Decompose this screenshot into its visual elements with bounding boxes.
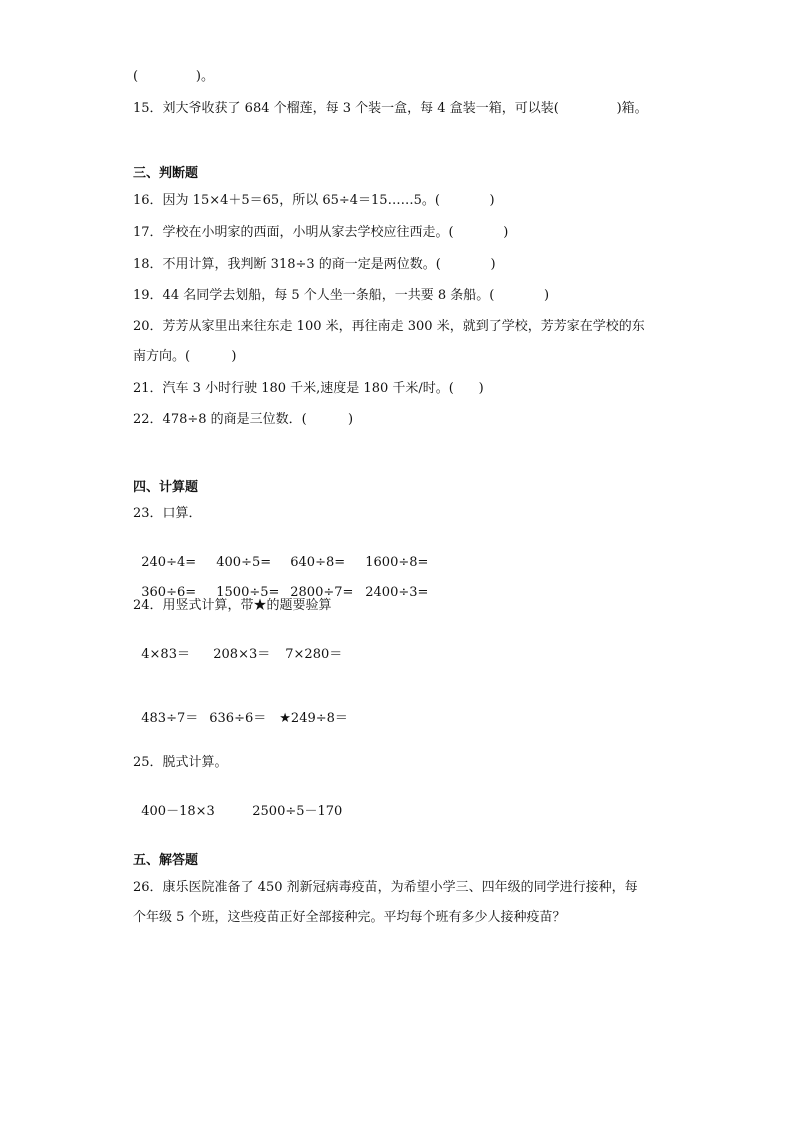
question-26-line2: 个年级 5 个班，这些疫苗正好全部接种完。平均每个班有多少人接种疫苗？ <box>133 910 566 925</box>
q24-item: 208×3＝ <box>213 647 271 662</box>
q23-item: 2800÷7= <box>290 585 354 600</box>
question-18: 18．不用计算，我判断 318÷3 的商一定是两位数。( ) <box>133 257 496 272</box>
q23-item: 2400÷3= <box>365 585 429 600</box>
question-24-label: 24．用竖式计算，带★的题要验算 <box>133 598 332 613</box>
question-19: 19．44 名同学去划船，每 5 个人坐一条船，一共要 8 条船。( ) <box>133 288 550 303</box>
q23-item: 400÷5= <box>216 555 272 570</box>
q24-item: 636÷6＝ <box>209 711 267 726</box>
q24-item: 483÷7＝ <box>141 711 199 726</box>
q24-row-1 <box>133 628 342 664</box>
q23-item: 640÷8= <box>290 555 346 570</box>
q23-item: 1500÷5= <box>216 585 280 600</box>
question-20-line2: 南方向。( ) <box>133 349 237 364</box>
q23-item: 1600÷8= <box>365 555 429 570</box>
question-16: 16．因为 15×4＋5＝65，所以 65÷4＝15……5。( ) <box>133 193 495 208</box>
q25-row <box>133 785 342 821</box>
question-17: 17．学校在小明家的西面，小明从家去学校应往西走。( ) <box>133 225 509 240</box>
section-4-title: 四、计算题 <box>133 480 199 495</box>
q23-item: 240÷4= <box>141 555 197 570</box>
question-20-line1: 20．芳芳从家里出来往东走 100 米，再往南走 300 米，就到了学校，芳芳家在学校的东 <box>133 319 645 334</box>
question-25-label: 25．脱式计算。 <box>133 755 228 770</box>
q25-item: 2500÷5－170 <box>252 804 343 819</box>
section-3-title: 三、判断题 <box>133 166 199 181</box>
q24-item: 7×280＝ <box>285 647 343 662</box>
question-26-line1: 26．康乐医院准备了 450 剂新冠病毒疫苗，为希望小学三、四年级的同学进行接种，每 <box>133 880 638 895</box>
section-5-title: 五、解答题 <box>133 853 199 868</box>
q25-item: 400－18×3 <box>141 804 215 819</box>
question-21: 21．汽车 3 小时行驶 180 千米,速度是 180 千米/时。( ) <box>133 381 484 396</box>
q23-item: 360÷6= <box>141 585 197 600</box>
question-15: 15．刘大爷收获了 684 个榴莲，每 3 个装一盒，每 4 盒装一箱，可以装( )箱。 <box>133 101 648 116</box>
question-22: 22．478÷8 的商是三位数．( ) <box>133 412 354 427</box>
q14-answer-blank: ( )。 <box>133 69 214 84</box>
q24-row-2 <box>133 692 348 728</box>
question-23-label: 23．口算． <box>133 506 202 521</box>
q24-item: ★249÷8＝ <box>279 711 348 726</box>
q24-item: 4×83＝ <box>141 647 190 662</box>
